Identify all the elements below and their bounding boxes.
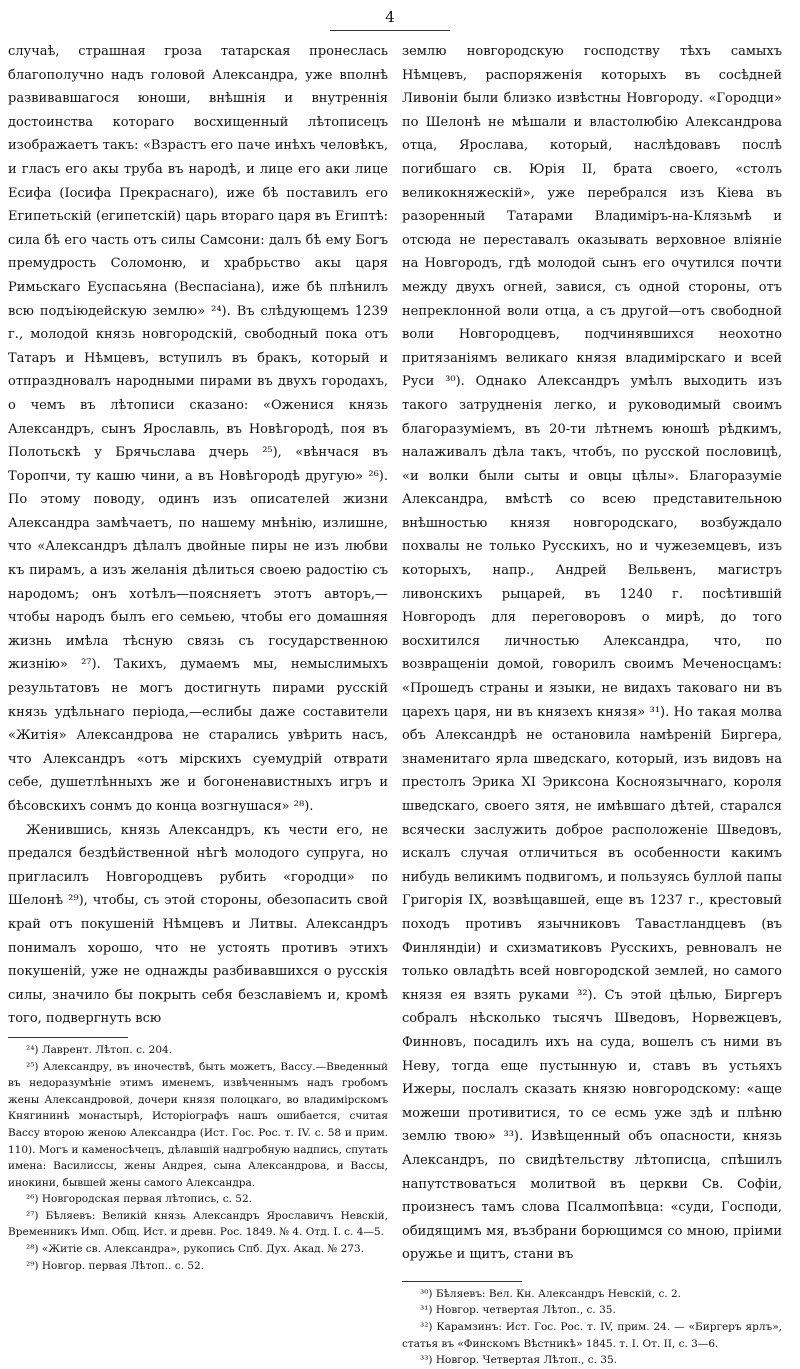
paragraph: землю новгородскую господству тѣхъ самыхъ Нѣмцевъ, распоряженія которыхъ въ сосѣдней Ливоніи были близко извѣстны Новгороду. «Городци» по Шелонѣ не мѣшали и властолюбію Александрова отца, Ярослава, который, наслѣдовавъ послѣ погибшаго св. Юрія II, брата своего, «столъ великокняжескій», уже перебрался изъ Кіева въ разоренный Татарами Владиміръ-на-Клязьмѣ и отсюда не переставалъ оказывать верховное вліяніе на Новгородъ, гдѣ молодой сынъ его очутился почти между двухъ огней, завися, съ одной стороны, отъ непреклонной воли отца, а съ другой—отъ свободной воли Новгородцевъ, подчинявшихся неохотно притязаніямъ великаго князя владимірскаго и всей Руси ³⁰). Однако Александръ умѣлъ выходить изъ такого затрудненія легко, и руководимый своимъ благоразуміемъ, въ 20-ти лѣтнемъ юношѣ рѣдкимъ, налаживалъ дѣла такъ, чтобъ, по русской пословицѣ, «и волки были сыты и овцы цѣлы». Благоразуміе Александра, вмѣстѣ со всею представительною внѣшностью князя новгородскаго, возбуждало похвалы не только Русскихъ, но и чужеземцевъ, изъ которыхъ, напр., Андрей Вельвенъ, магистръ ливонскихъ рыцарей, въ 1240 г. посѣтившій Новгородъ для переговоровъ о мирѣ, до того восхитился личностью Александра, что, по возвращеніи домой, говорилъ своимъ Меченосцамъ: «Прошедъ страны и языки, не видахъ таковаго ни въ царехъ царя, ни въ князехъ князя» ³¹). Но такая молва объ Александрѣ не остановила намѣреній Биргера, знаменитаго ярла шведскаго, который, изъ видовъ на престолъ Эрика XI Эриксона Косноязычнаго, короля шведскаго, своего зятя, не имѣвшаго дѣтей, старался всячески заслужить доброе расположеніе Шведовъ, искалъ случая отличиться въ особенности какимъ нибудь великимъ подвигомъ, и пользуясь буллой папы Григорія IX, возвѣщавшей, еще въ 1237 г., крестовый походъ противъ язычниковъ Тавастландцевъ (въ Финляндіи) и схизматиковъ Русскихъ, ревновалъ не только овладѣть всей новгородской землей, но самого князя ея взять руками ³²). Съ этой цѣлью, Биргеръ собралъ нѣсколько тысячъ Шведовъ, Норвежцевъ, Финновъ, посадилъ ихъ на суда, вошелъ съ ними въ Неву, тогда еще пустынную и, ставъ въ устьяхъ Ижеры, послалъ сказать князю новгородскому: «аще можеши противитися, то се есмь уже здѣ и плѣню землю твою» ³³). Извѣщенный объ опасности, князь Александръ, по свидѣтельству лѣтописца, спѣшилъ напутствоваться молитвой въ церкви Св. Софіи, произнесъ тамъ слова Псалмопѣвца: «суди, Господи, обидящимъ мя, възбрани борющимся со мною, пріими оружье и щитъ, стани въ [402, 44, 782, 1263]
left-footnotes [8, 1042, 388, 1274]
paragraph: случаѣ, страшная гроза татарская пронеслась благополучно надъ головой Александра, уже вполнѣ развивавшагося юноши, внѣшнія и внутреннія достоинства котораго восхищенный лѣтописецъ изображаетъ такъ: «Взрастъ его паче инѣхъ человѣкъ, и гласъ его акы труба въ народѣ, и лице его аки лице Есифа (Іосифа Прекраснаго), иже бѣ поставилъ его Египетьскій (египетскій) царь втораго царя въ Египтѣ: сила бѣ его часть отъ силы Самсони: далъ бѣ ему Богъ премудрость Соломоню, и храбрьство акы царя Римьскаго Еуспасьяна (Веспасіана), иже бѣ плѣнилъ всю подъіюдейскую землю» ²⁴). Въ слѣдующемъ 1239 г., молодой князь новгородскій, свободный пока отъ Татаръ и Нѣмцевъ, вступилъ въ бракъ, который и отпраздновалъ народными пирами въ двухъ городахъ, о чемъ въ лѣтописи сказано: «Оженися князь Александръ, сынъ Ярославль, въ Новѣгородѣ, поя въ Полотьскѣ у Брячьслава дчерь ²⁵), «вѣнчася въ Торопчи, ту кашю чини, а въ Новѣгородѣ другую» ²⁶). По этому поводу, одинъ изъ описателей жизни Александра замѣчаетъ, по нашему мнѣнію, излишне, что «Александръ дѣлалъ двойные пиры не изъ любви къ пирамъ, а изъ желанія дѣлиться своею радостію съ народомъ; онъ хотѣлъ—поясняетъ этотъ авторъ,—чтобы народъ былъ его семьею, чтобы его домашняя жизнь имѣла тѣсную связь съ государственною жизнію» ²⁷). Такихъ, думаемъ мы, немыслимыхъ результатовъ не могъ достигнуть пирами русскій князь удѣльнаго періода,—еслибы даже составители «Житія» Александрова не старались увѣрить насъ, что Александръ «отъ мірскихъ суемудрій отврати себе, душетлѣнныхъ же и богоненавистныхъ игръ и бѣсовскихъ сонмъ до конца возгнушася» ²⁸). [8, 44, 388, 814]
footnote: ³¹) Новгор. четвертая Лѣтоп., с. 35. [420, 1304, 616, 1317]
footnote: ²⁸) «Житіе св. Александра», рукопись Спб. Дух. Акад. № 273. [26, 1243, 364, 1256]
header-rule [330, 30, 450, 31]
footnote-rule [402, 1281, 522, 1282]
footnote: ²⁷) Бѣляевъ: Великій князь Александръ Ярославичъ Невскій, Временникъ Имп. Общ. Ист. и древн. Рос. 1849. № 4. Отд. I. с. 4—5. [8, 1209, 388, 1239]
right-body-text [402, 40, 782, 1267]
footnote: ³⁰) Бѣляевъ: Вел. Кн. Александръ Невскій, с. 2. [420, 1287, 682, 1300]
paragraph: Женившись, князь Александръ, къ чести его, не предался бездѣйственной нѣгѣ молодого супруга, но пригласилъ Новгородцевъ рубить «городци» по Шелонѣ ²⁹), чтобы, съ этой стороны, обезопасить свой край отъ покушеній Нѣмцевъ и Литвы. Александръ понималъ хорошо, что не устоять противъ этихъ покушеній, уже не однажды разбивавшихся о русскія силы, значило бы покрыть себя безславіемъ и, кромѣ того, подвергнуть всю [8, 822, 388, 1027]
footnote: ²⁶) Новгородская первая лѣтопись, с. 52. [26, 1193, 252, 1206]
left-body-text [8, 40, 388, 1031]
footnote-rule [8, 1037, 128, 1038]
page-number: 4 [385, 8, 395, 26]
footnote: ²⁴) Лаврент. Лѣтоп. с. 204. [26, 1043, 173, 1056]
left-column [8, 40, 388, 1274]
footnote: ²⁵) Александру, въ иночествѣ, быть можетъ, Вассу.—Введенный въ недоразумѣніе этимъ именемъ, извѣченнымъ надъ гробомъ жены Александровой, дочери князя полоцкаго, во владимірскомъ Княгининѣ монастырѣ, Исторіографъ нашъ ошибается, считая Вассу второю женою Александра (Ист. Гос. Рос. т. IV. с. 58 и прим. 110). Могъ и каменосѣчецъ, дѣлавшій надгробную надпись, спутать имена: Василиссы, жены Андрея, сына Александрова, и Вассы, инокини, бывшей жены самого Александра. [8, 1060, 388, 1189]
footnote: ²⁹) Новгор. первая Лѣтоп.. с. 52. [26, 1259, 205, 1272]
right-column [402, 40, 782, 1369]
footnote: ³³) Новгор. Четвертая Лѣтоп., с. 35. [420, 1354, 617, 1367]
footnote: ³²) Карамзинъ: Ист. Гос. Рос. т. IV, прим. 24. — «Биргеръ ярлъ», статья въ «Финскомъ Вѣстникѣ» 1845. т. I. От. II, с. 3—6. [402, 1321, 782, 1350]
right-footnotes [402, 1286, 782, 1369]
